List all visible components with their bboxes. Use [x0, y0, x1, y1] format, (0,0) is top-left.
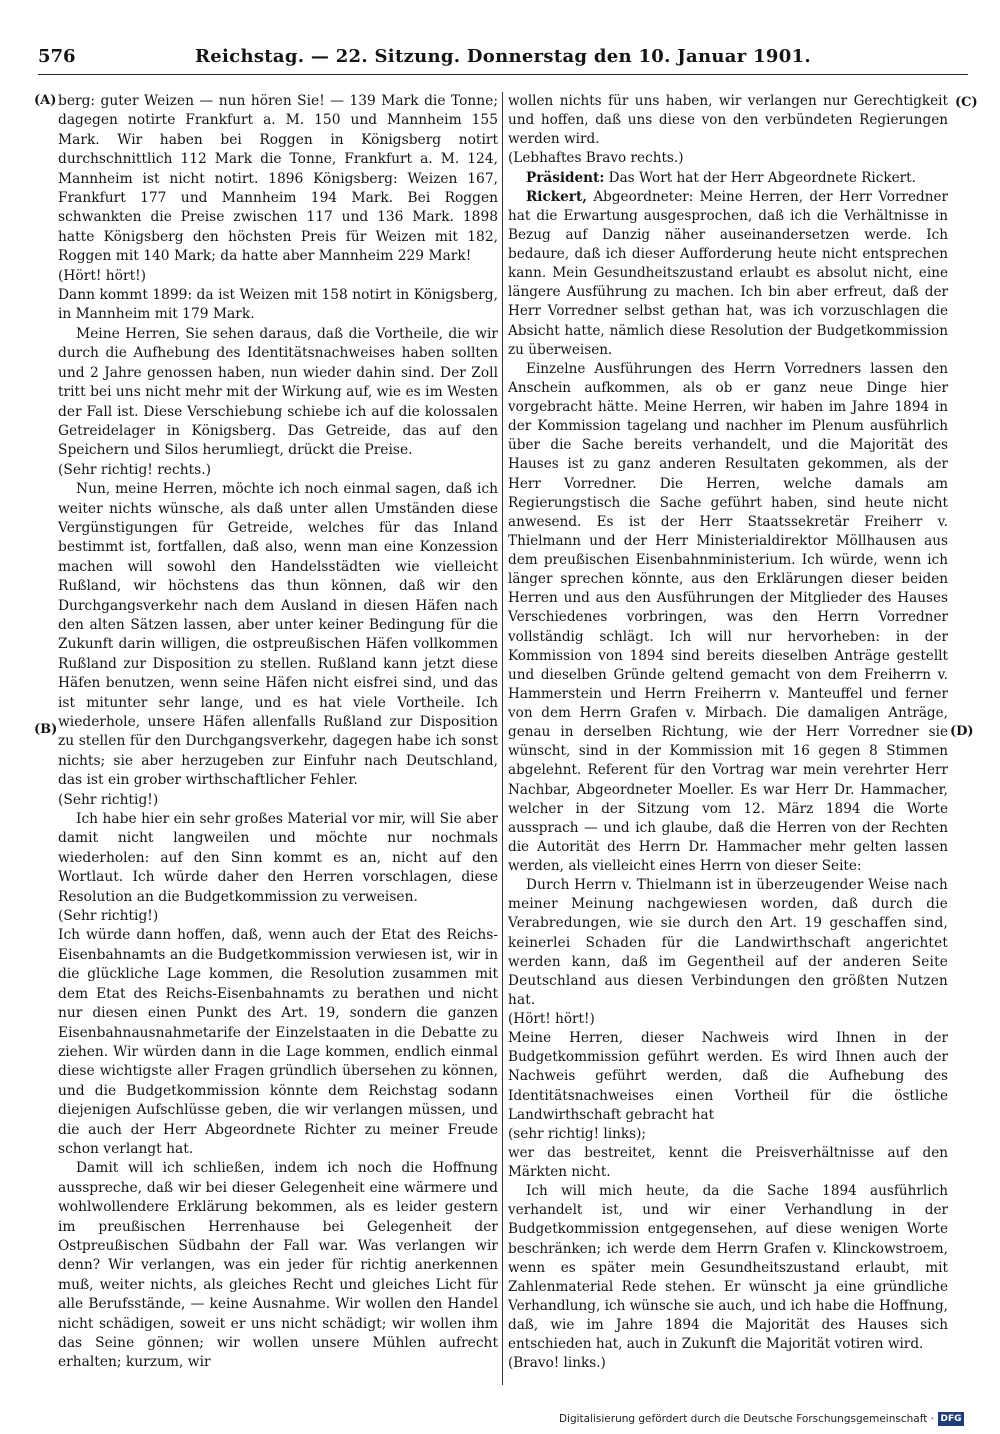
speaker-name: Präsident: [526, 169, 605, 186]
paragraph: berg: guter Weizen — nun hören Sie! — 139 Mark die Tonne; dagegen notirte Frankfurt a. M. 150 und Mannheim 155 Mark. Wir haben bei Roggen in Königsberg notirt durchschnittlich 112 Mark die Tonne, Frankfurt a. M. 124, Mannheim ist nicht notirt. 1896 Königsberg: Weizen 167, Frankfurt 177 und Mannheim 194 Mark. Bei Roggen schwankten die Preise zwischen 117 und 136 Mark. 1898 hatte Königsberg den höchsten Preis für Weizen mit 182, Roggen mit 140 Mark; da hatte aber Mannheim 229 Mark! [58, 93, 498, 265]
speaker-text: Abgeordneter: Meine Herren, der Herr Vorredner hat die Erwartung ausgesprochen, daß ich die Verhältnisse in Bezug auf Danzig näher auseinandersetzen werde. Ich bedaure, daß ich dieser Aufforderung heute nicht entsprechen kann. Mein Gesundheitszustand erlaubt es absolut nicht, eine längere Ausführung zu machen. Ich bin aber erfreut, daß der Herr Vorredner selbst gethan hat, was ich vorzuschlagen die Absicht hatte, nämlich diese Resolution der Budgetkommission zu überweisen. [508, 188, 949, 358]
page-header [38, 40, 968, 75]
margin-marker-b: (B) [34, 722, 58, 737]
paragraph: wer das bestreitet, kennt die Preisverhältnisse auf den Märkten nicht. [508, 1144, 948, 1180]
margin-marker-d: (D) [950, 724, 974, 739]
column-divider [502, 92, 503, 1385]
dfg-logo-icon: DFG [938, 1412, 964, 1426]
margin-marker-c: (C) [955, 95, 978, 110]
interjection: (Lebhaftes Bravo rechts.) [508, 150, 684, 167]
paragraph: Meine Herren, Sie sehen daraus, daß die Vortheile, die wir durch die Aufhebung des Identitätsnachweises haben sollten und 2 Jahre genossen haben, nun wieder dahin sind. Der Zoll tritt bei uns nicht mehr mit der Wirkung auf, wie es im Westen der Fall ist. Diese Verschiebung schiebe ich auf die kolossalen Getreidelager in Königsberg. Das Getreide, das auf den Speichern und Silos herumliegt, drückt die Preise. [58, 325, 498, 459]
page-number: 576 [38, 46, 76, 67]
paragraph: Nun, meine Herren, möchte ich noch einmal sagen, daß ich weiter nichts wünsche, als daß unter allen Umständen diese Vergünstigungen für Getreide, welches für das Inland bestimmt ist, fortfallen, daß also, wenn man eine Konzession machen will sowohl den Handelsstädten wie vielleicht Rußland, wir höchstens das thun können, daß wir den Durchgangsverkehr nach dem Ausland in diesen Häfen nach den alten Sätzen lassen, aber unter keiner Bedingung für die Zukunft darin willigen, die ostpreußischen Häfen vollkommen Rußland zur Disposition zu stellen. Rußland kann jetzt diese Häfen benutzen, wenn seine Häfen nicht eisfrei sind, und das ist mitunter sehr lange, und es hat viele Vortheile. Ich wiederhole, unsere Häfen allenfalls Rußland zur Disposition zu stellen für den Durchgangsverkehr, dagegen habe ich sonst nichts; sie aber herzugeben zur Einfuhr nach Deutschland, das ist ein grober wirthschaftlicher Fehler. [58, 481, 498, 789]
speaker-paragraph-rickert [508, 188, 948, 360]
interjection: (Sehr richtig! rechts.) [58, 461, 211, 478]
paragraph: Dann kommt 1899: da ist Weizen mit 158 notirt in Königsberg, in Mannheim mit 179 Mark. [58, 287, 498, 323]
speaker-name: Rickert, [526, 188, 587, 205]
paragraph: Ich habe hier ein sehr großes Material vor mir, will Sie aber damit nicht langweilen und möchte nur nochmals wiederholen: auf den Sinn kommt es an, nicht auf den Wortlaut. Ich würde daher den Herren vorschlagen, diese Resolution an die Budgetkommission zu verweisen. [58, 811, 498, 905]
footer-text: Digitalisierung gefördert durch die Deutsche Forschungsgemeinschaft · [558, 1413, 934, 1425]
paragraph: wollen nichts für uns haben, wir verlangen nur Gerechtigkeit und hoffen, daß uns diese von den verbündeten Regierungen werden wird. [508, 93, 948, 148]
interjection: (Hört! hört!) [58, 267, 147, 284]
margin-marker-a: (A) [34, 93, 57, 108]
right-column [508, 92, 948, 1373]
interjection: (sehr richtig! links); [508, 1125, 646, 1142]
running-head: Reichstag. — 22. Sitzung. Donnerstag den 10. Januar 1901. [195, 46, 811, 67]
paragraph: Ich will mich heute, da die Sache 1894 ausführlich verhandelt ist, und wir einer Verhandlung in der Budgetkommission entgegensehen, auf diese wenigen Worte beschränken; ich werde dem Herrn Grafen v. Klinckowstroem, wenn es später mein Gesundheitszustand erlaubt, mit Zahlenmaterial Rede stehen. Er wünscht ja eine gründliche Verhandlung, ich wünsche sie auch, und ich habe die Hoffnung, daß, wie im Jahre 1894 die Majorität des Hauses sich entschieden hat, auch in Zukunft die Majorität votiren wird. [508, 1183, 948, 1353]
left-column [58, 92, 498, 1373]
interjection: (Hört! hört!) [508, 1011, 595, 1027]
quotation: Durch Herrn v. Thielmann ist in überzeugender Weise nach meiner Meinung nachgewiesen worden, daß durch die Verabredungen, wie sie durch den Art. 19 geschaffen sind, keinerlei Schaden für die Landwirthschaft angerichtet werden kann, daß im Gegentheil auf der anderen Seite Deutschland aus diesen Verbindungen den größten Nutzen hat. [508, 877, 948, 1008]
paragraph: Damit will ich schließen, indem ich noch die Hoffnung ausspreche, daß wir bei dieser Gelegenheit eine wärmere und wohlwollendere Erklärung bekommen, als es leider gestern im preußischen Herrenhause bei Gelegenheit der Ostpreußischen Südbahn der Fall war. Was verlangen wir denn? Wir verlangen, was ein jeder für richtig anerkennen muß, weiter nichts, als gleiches Recht und gleiches Licht für alle Berufsstände, — keine Ausnahme. Wir wollen den Handel nicht schädigen, soweit er uns nicht schädigt; wir wollen ihm das Seine gönnen; wir wollen unsere Mühlen aufrecht erhalten; kurzum, wir [58, 1160, 498, 1371]
interjection: (Sehr richtig!) [58, 791, 159, 808]
interjection: (Bravo! links.) [508, 1355, 606, 1372]
interjection: (Sehr richtig!) [58, 908, 159, 925]
paragraph: Einzelne Ausführungen des Herrn Vorredners lassen den Anschein aufkommen, als ob er ganz neue Dinge hier vorgebracht hätte. Meine Herren, wir haben im Jahre 1894 in der Kommission tagelang und nachher im Plenum ausführlich über die Sache bereits verhandelt, und die Majorität des Hauses ist zu ganz anderen Resultaten gekommen, als der Herr Vorredner. Die Herren, welche damals am Regierungstisch die Sache geführt haben, sind heute nicht anwesend. Es ist der Herr Staatssekretär Freiherr v. Thielmann und der Herr Ministerialdirektor Möllhausen aus dem preußischen Eisenbahnministerium. Ich würde, wenn ich länger sprechen könnte, aus den Erklärungen dieser beiden Herren und aus den Ausführungen der Mitglieder des Hauses Verschiedenes vorbringen, was den Herrn Vorredner vollständig schlägt. Ich will nur hervorheben: in der Kommission von 1894 sind bereits dieselben Anträge gestellt und dieselben Gründe geltend gemacht von dem Freiherrn v. Hammerstein und Herrn Freiherrn v. Manteuffel und ferner von dem Herrn Grafen v. Mirbach. Die damaligen Anträge, genau in derselben Richtung, wie der Herr Vorredner sie wünscht, sind in der Kommission mit 16 gegen 8 Stimmen abgelehnt. Referent für den Vortrag war mein verehrter Herr Nachbar, Abgeordneter Moeller. Es war Herr Dr. Hammacher, welcher in der Sitzung vom 12. März 1894 die Worte aussprach — und ich glaube, daß die Herren von der Rechten die Autorität des Herrn Dr. Hammacher mehr gelten lassen werden, als vielleicht eines Herrn von dieser Seite: [508, 360, 948, 874]
paragraph: Meine Herren, dieser Nachweis wird Ihnen in der Budgetkommission geführt werden. Es wird Ihnen auch der Nachweis geführt werden, daß die Aufhebung des Identitätsnachweises einen Vortheil für die östliche Landwirthschaft gebracht hat [508, 1030, 948, 1123]
paragraph: Ich würde dann hoffen, daß, wenn auch der Etat des Reichs-Eisenbahnamts an die Budgetkommission verwiesen ist, wir in die glückliche Lage kommen, die Resolution zusammen mit dem Etat des Reichs-Eisenbahnamts zu berathen und nicht nur diesen einen Punkt des Art. 19, sondern die ganzen Eisenbahnausnahmetarife der Einzelstaaten in die Debatte zu ziehen. Wir würden dann in die Lage kommen, endlich einmal diese wichtigste aller Fragen gründlich übersehen zu können, und die Budgetkommission könnte dem Reichstag sodann diejenigen Aufschlüsse geben, die wir verlangen müssen, und die auch der Herr Abgeordnete Richter zu meiner Freude schon verlangt hat. [58, 927, 498, 1157]
speaker-text: Das Wort hat der Herr Abgeordnete Rickert. [608, 169, 916, 186]
speaker-paragraph-president [508, 169, 948, 188]
footer-credit [559, 1412, 964, 1426]
